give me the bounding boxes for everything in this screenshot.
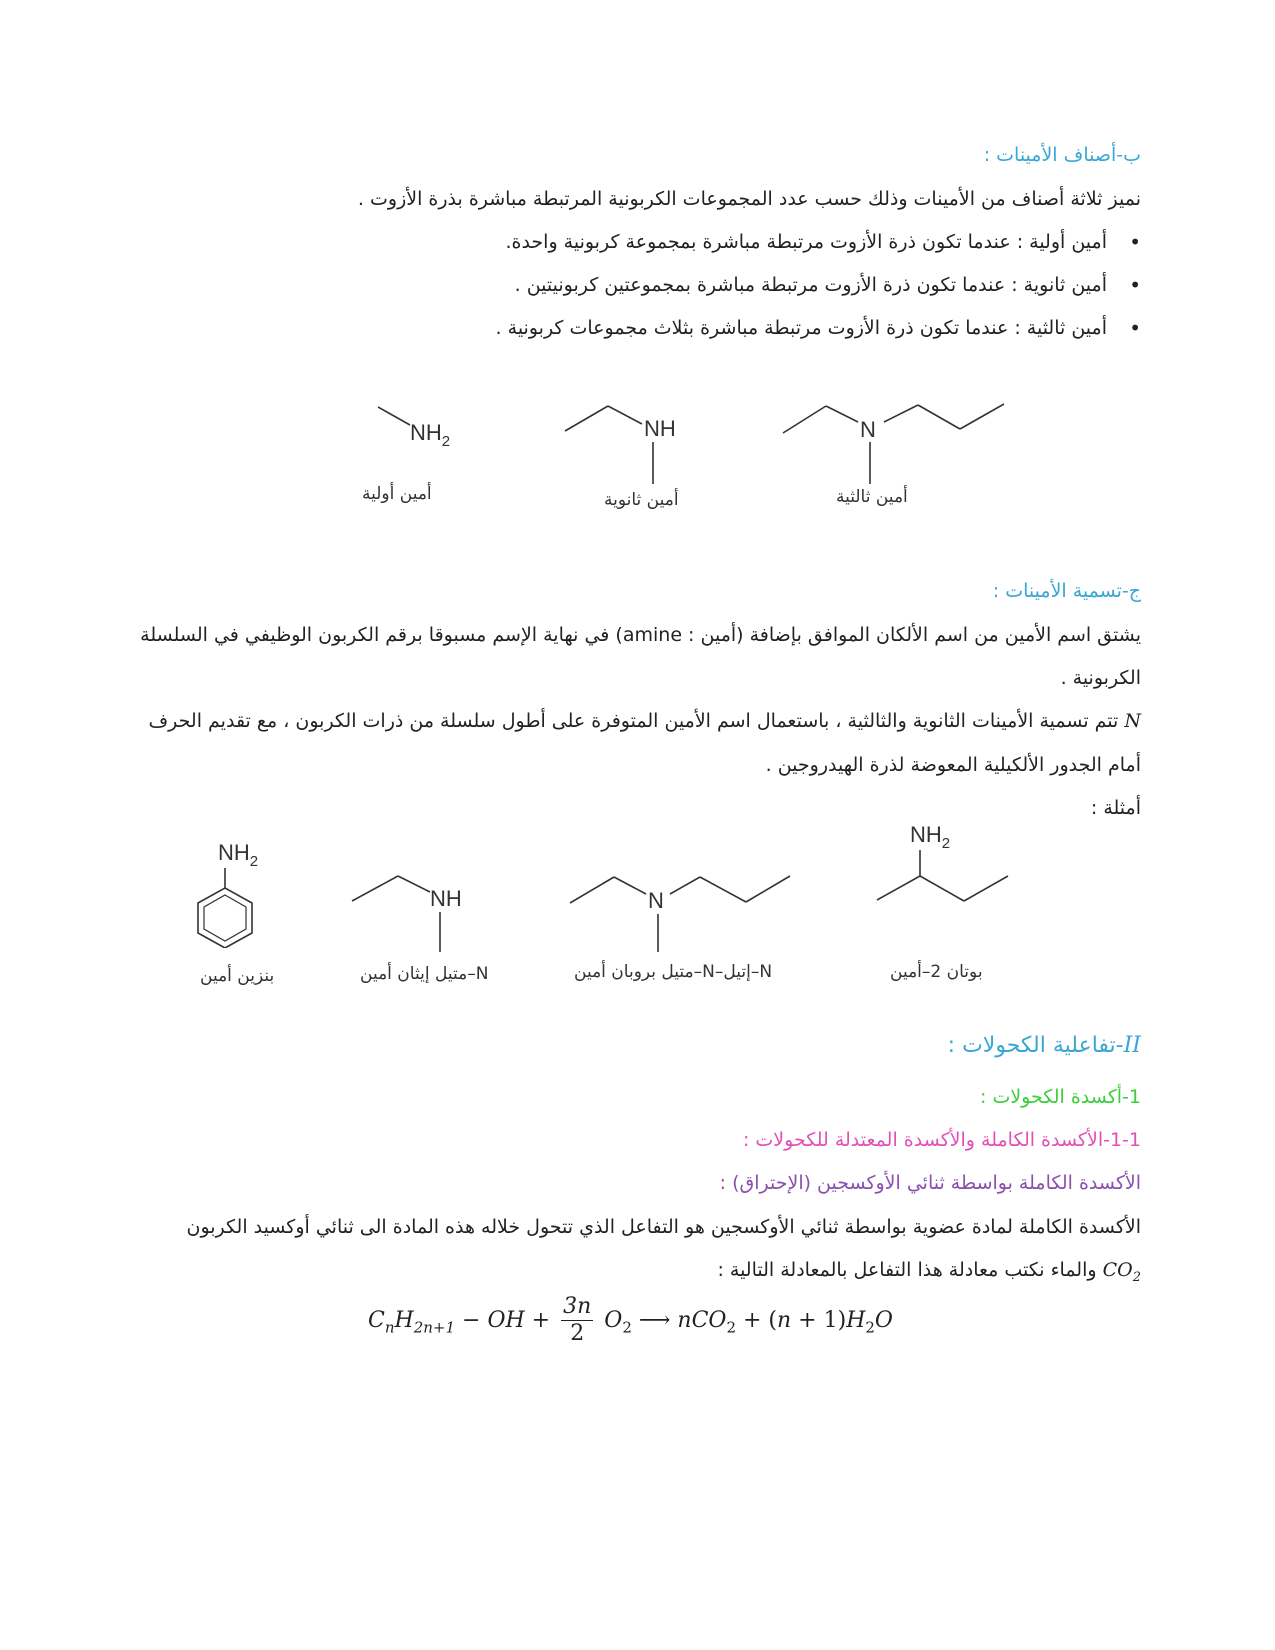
n-methylethanamine-atom: NH [430,886,462,911]
examples-label: أمثلة : [1090,797,1141,819]
combustion-para-line1: الأكسدة الكاملة لمادة عضوية بواسطة ثنائي الأوكسجين هو التفاعل الذي تتحول خلاله هذه المادة الى ثنائي أوكسيد الكربون [186,1216,1141,1238]
benzenamine-structure [190,838,290,948]
section-c-para1-line2: الكربونية . [1060,667,1141,689]
butan-2-amine-label: بوتان 2–أمين [890,962,983,982]
section-b-intro: نميز ثلاثة أصناف من الأمينات وذلك حسب عدد المجموعات الكربونية المرتبطة مباشرة بذرة الأزوت . [357,188,1141,210]
para2-text: تتم تسمية الأمينات الثانوية والثالثية ، باستعمال اسم الأمين المتوفرة على أطول سلسلة من ذرات الكربون ، مع تقديم الحرف [148,710,1119,732]
fraction-numerator: 3n [563,1294,592,1319]
section-ii-heading [100,1032,1141,1060]
combustion-heading: الأكسدة الكاملة بواسطة ثنائي الأوكسجين (الإحتراق) : [719,1172,1141,1194]
n-methylethanamine-label: N–متيل إيثان أمين [360,964,489,984]
benzenamine-atom: $NH_2$ [218,840,259,870]
primary-amine-atom: $NH_2$ [410,420,451,450]
tertiary-amine-label: أمين ثالثية [836,487,908,507]
secondary-amine-atom: NH [644,416,676,441]
n-ethyl-n-methylpropanamine-structure [566,868,806,958]
primary-amine-label: أمين أولية [362,484,432,504]
combustion-para-line2 [100,1256,1141,1292]
tertiary-amine-structure [778,398,1018,488]
secondary-amine-structure [560,398,700,488]
section-ii-title: -تفاعلية الكحولات : [947,1033,1124,1058]
combustion-para-text: والماء نكتب معادلة هذا التفاعل بالمعادلة التالية : [717,1259,1097,1281]
butan-2-amine-atom: $NH_2$ [910,822,951,852]
sub1-heading: 1-أكسدة الكحولات : [980,1086,1141,1108]
section-c-heading: ج-تسمية الأمينات : [992,580,1141,602]
n-ethyl-n-methylpropanamine-label: N–إتيل–N–متيل بروبان أمين [574,962,773,982]
n-ethyl-n-methylpropanamine-atom: N [648,888,664,913]
secondary-amine-label: أمين ثانوية [604,490,679,510]
primary-amine-structure [360,395,480,465]
equation-lhs: $C_nH_{2n+1}$ − OH + [368,1307,558,1336]
equation-rhs: $O_2$ ⟶ $nCO_2 + (n + 1)H_2O$ [604,1307,893,1336]
n-methylethanamine-structure [348,868,488,958]
sub11-heading: 1-1-الأكسدة الكاملة والأكسدة المعتدلة للكحولات : [742,1129,1141,1151]
tertiary-amine-atom: N [860,417,876,442]
n-symbol: N [1124,710,1141,732]
butan-2-amine-structure [872,820,1052,910]
bullet-tertiary: • أمين ثالثية : عندما تكون ذرة الأزوت مرتبطة مباشرة بثلاث مجموعات كربونية . [100,314,1107,342]
section-b-heading: ب-أصناف الأمينات : [983,144,1141,166]
co2-symbol: $CO_2$ [1102,1259,1141,1285]
section-ii-numeral: II [1123,1033,1141,1058]
bullet-secondary: • أمين ثانوية : عندما تكون ذرة الأزوت مرتبطة مباشرة بمجموعتين كربونيتين . [100,271,1107,299]
bullet-primary: • أمين أولية : عندما تكون ذرة الأزوت مرتبطة مباشرة بمجموعة كربونية واحدة. [100,228,1107,256]
equation-fraction [561,1294,593,1347]
section-c-para1-line1: يشتق اسم الأمين من اسم الألكان الموافق بإضافة (أمين : amine) في نهاية الإسم مسبوقا برقم الكربون الوظيفي في السلسلة [140,624,1141,646]
benzenamine-label: بنزين أمين [200,966,275,986]
section-c-para2-line2: أمام الجدور الألكيلية المعوضة لذرة الهيدروجين . [765,754,1141,776]
section-c-para2-line1 [100,707,1141,735]
fraction-denominator: 2 [570,1321,585,1346]
combustion-equation [368,1294,893,1347]
